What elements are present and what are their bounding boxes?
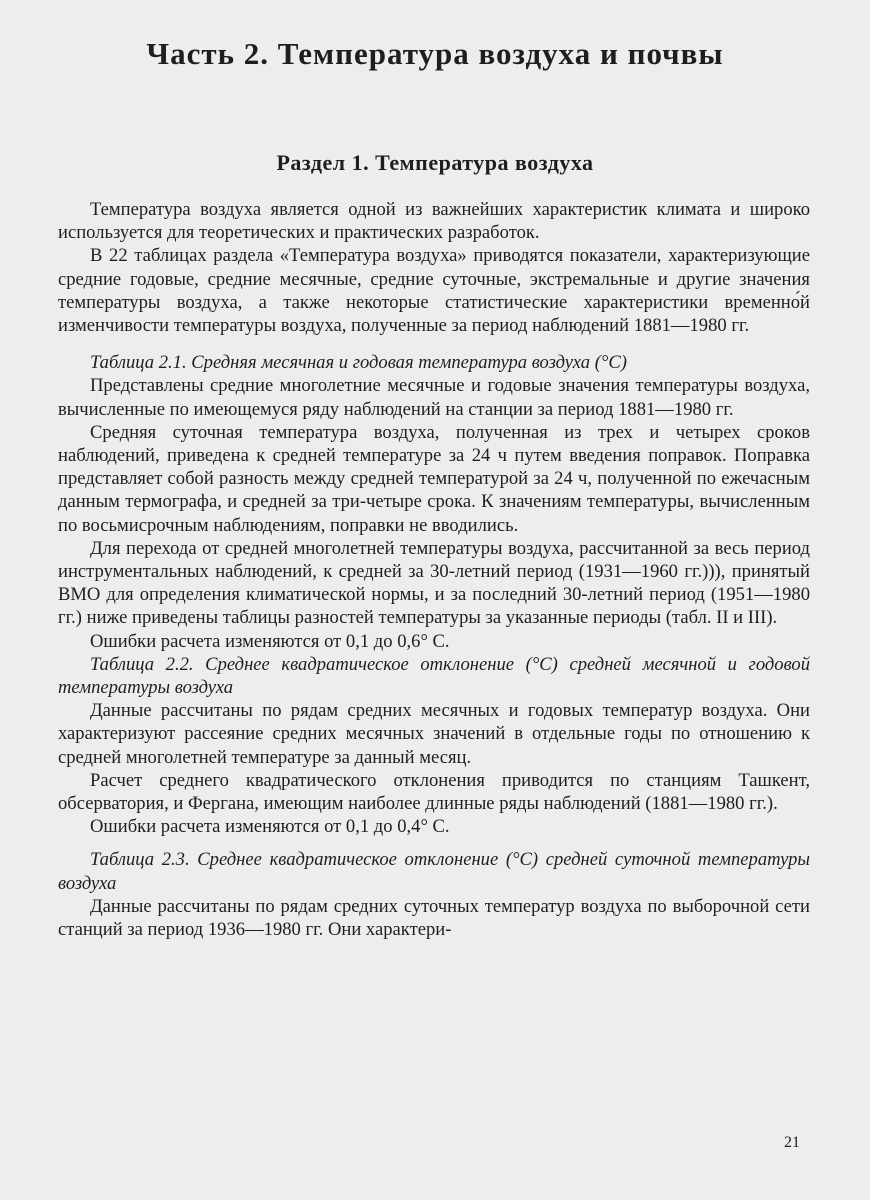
- body-paragraph: Данные рассчитаны по рядам средних месячных и годовых температур воздуха. Они характеризуют рассеяние средних месячных значений в отдельные годы по отношению к средней многолетней температуре за данный месяц.: [58, 700, 810, 768]
- part-title: Часть 2. Температура воздуха и почвы: [146, 36, 724, 71]
- intro-paragraph: Температура воздуха является одной из важнейших характеристик климата и широко используется для теоретических и практических разработок.: [58, 199, 810, 244]
- body-paragraph: Средняя суточная температура воздуха, полученная из трех и четырех сроков наблюдений, приведена к средней температуре за 24 ч путем введения поправок. Поправка представляет собой разность между средней температурой за 24 ч, полученной по ежечасным данным термографа, и средней за три-четыре срока. К значениям температуры, вычисленным по восьмисрочным наблюдениям, поправки не вводились.: [58, 421, 810, 536]
- table-2-3-caption: Таблица 2.3. Среднее квадратическое отклонение (°С) средней суточной температуры воздуха: [58, 849, 810, 894]
- body-paragraph: Для перехода от средней многолетней температуры воздуха, рассчитанной за весь период инструментальных наблюдений, к средней за 30-летний период (1931—1960 гг.))), принятый ВМО для определения климатической нормы, и за последний 30-летний период (1951—1980 гг.) ниже приведены таблицы разностей температуры за указанные периоды (табл. II и III).: [58, 537, 810, 629]
- intro-paragraph: В 22 таблицах раздела «Температура воздуха» приводятся показатели, характеризующие средние годовые, средние месячные, средние суточные, экстремальные и другие значения температуры воздуха, а также некоторые статистические характеристики временно́й изменчивости температуры воздуха, полученные за период наблюдений 1881—1980 гг.: [58, 245, 810, 337]
- page-number: 21: [784, 1134, 800, 1151]
- table-2-2-caption: Таблица 2.2. Среднее квадратическое отклонение (°С) средней месячной и годовой температуры воздуха: [58, 653, 810, 699]
- section-title: Раздел 1. Температура воздуха: [276, 150, 594, 175]
- body-paragraph: Ошибки расчета изменяются от 0,1 до 0,4° С.: [90, 816, 450, 838]
- body-paragraph: Представлены средние многолетние месячные и годовые значения температуры воздуха, вычисленные по имеющемуся ряду наблюдений на станции за период 1881—1980 гг.: [58, 375, 810, 420]
- body-paragraph: Данные рассчитаны по рядам средних суточных температур воздуха по выборочной сети станций за период 1936—1980 гг. Они характери-: [58, 895, 810, 941]
- table-2-1-caption: Таблица 2.1. Средняя месячная и годовая температура воздуха (°С): [90, 352, 627, 374]
- body-paragraph: Ошибки расчета изменяются от 0,1 до 0,6° С.: [90, 630, 450, 652]
- body-text: [58, 198, 810, 941]
- body-paragraph: Расчет среднего квадратического отклонения приводится по станциям Ташкент, обсерватория, и Фергана, имеющим наиболее длинные ряды наблюдений (1881—1980 гг.).: [58, 769, 810, 815]
